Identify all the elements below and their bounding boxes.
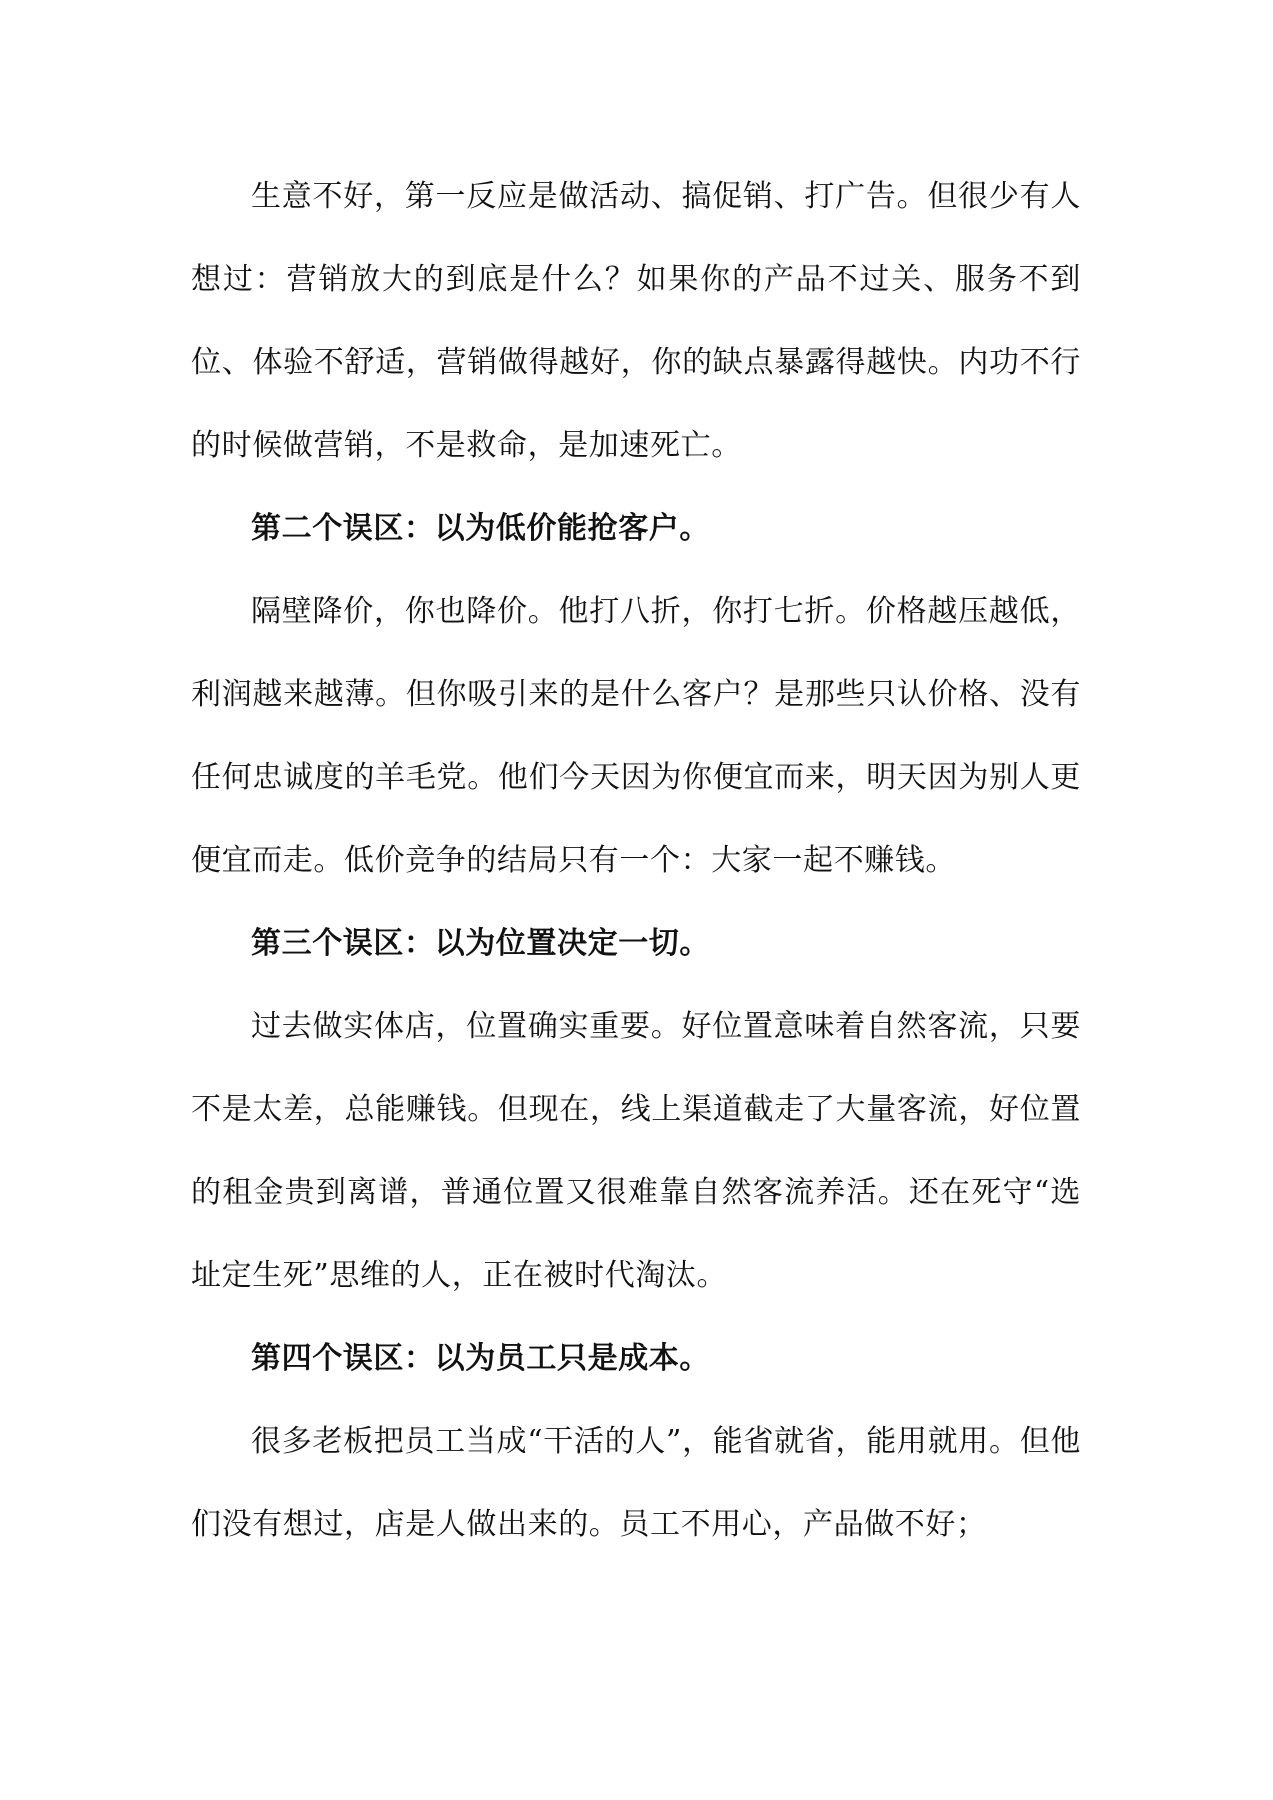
heading-second-mistake: 第二个误区：以为低价能抢客户。 <box>251 511 710 546</box>
heading-fourth-mistake: 第四个误区：以为员工只是成本。 <box>251 1341 710 1376</box>
heading-third-mistake: 第三个误区：以为位置决定一切。 <box>251 926 710 961</box>
paragraph-location: 过去做实体店，位置确实重要。好位置意味着自然客流，只要不是太差，总能赚钱。但现在，线上渠道截走了大量客流，好位置的租金贵到离谱，普通位置又很难靠自然客流养活。还在死守“选址定生死”思维的人，正在被时代淘汰。 <box>191 1009 1081 1293</box>
paragraph-low-price: 隔壁降价，你也降价。他打八折，你打七折。价格越压越低，利润越来越薄。但你吸引来的是什么客户？是那些只认价格、没有任何忠诚度的羊毛党。他们今天因为你便宜而来，明天因为别人更便宜而走。低价竞争的结局只有一个：大家一起不赚钱。 <box>191 594 1081 878</box>
paragraph-employees: 很多老板把员工当成“干活的人”，能省就省，能用就用。但他们没有想过，店是人做出来的。员工不用心，产品做不好； <box>191 1424 1081 1542</box>
paragraph-marketing: 生意不好，第一反应是做活动、搞促销、打广告。但很少有人想过：营销放大的到底是什么？如果你的产品不过关、服务不到位、体验不舒适，营销做得越好，你的缺点暴露得越快。内功不行的时候做营销，不是救命，是加速死亡。 <box>191 179 1081 463</box>
document-page <box>191 155 1081 1566</box>
